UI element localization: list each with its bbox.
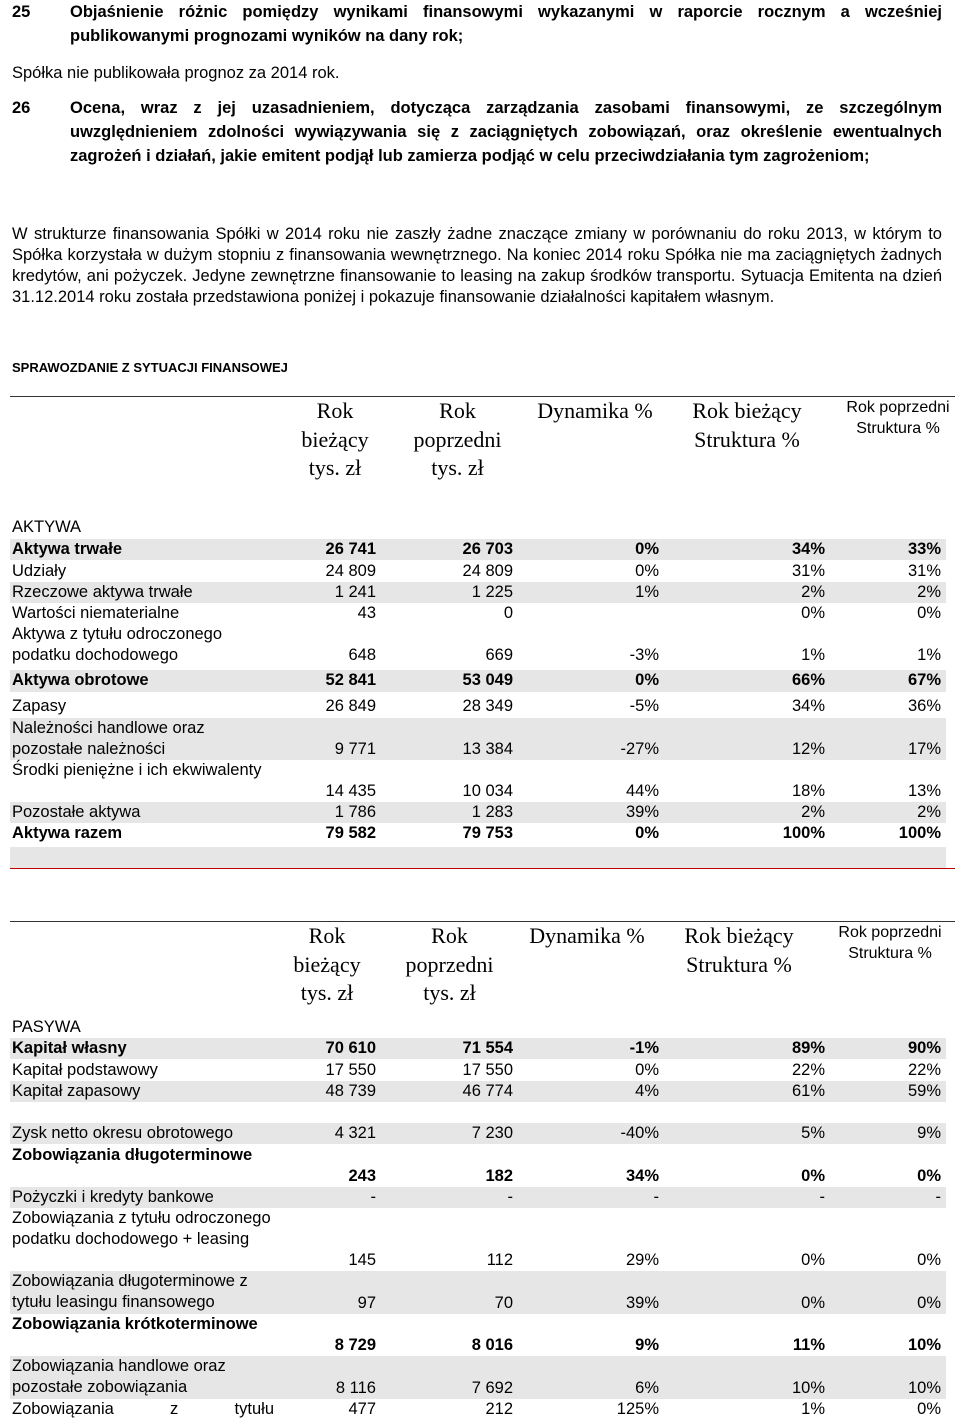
cell-current-structure: 5% bbox=[801, 1124, 825, 1142]
cell-current-structure: 1% bbox=[801, 1400, 825, 1418]
cell-previous-structure: 10% bbox=[907, 1379, 941, 1397]
section-25-text: Spółka nie publikowała prognoz za 2014 rok. bbox=[12, 64, 340, 82]
cell-current-year: 8 729 bbox=[334, 1336, 376, 1354]
row-label: Kapitał zapasowy bbox=[12, 1082, 141, 1100]
cell-previous-structure: 9% bbox=[917, 1124, 941, 1142]
table-row bbox=[10, 1399, 946, 1421]
table-row bbox=[10, 718, 946, 760]
cell-current-year: 26 741 bbox=[325, 540, 376, 558]
table-spacer-row bbox=[10, 847, 946, 868]
table-bottom-border bbox=[10, 868, 955, 869]
table-row bbox=[10, 823, 946, 844]
cell-previous-year: 182 bbox=[485, 1167, 513, 1185]
header-current-structure: Rok bieżący Struktura % bbox=[684, 923, 794, 977]
cell-dynamics: 6% bbox=[635, 1379, 659, 1397]
cell-current-structure: 34% bbox=[791, 540, 825, 558]
cell-current-year: 1 786 bbox=[334, 803, 376, 821]
cell-dynamics: 125% bbox=[616, 1400, 659, 1418]
cell-current-year: 8 116 bbox=[335, 1379, 376, 1397]
cell-current-structure: - bbox=[819, 1188, 825, 1206]
section-title: Ocena, wraz z jej uzasadnieniem, dotycząca zarządzania zasobami finansowymi, ze szczególnym uwzględnieniem zdolności wywiązywania się z zaciągniętych zobowiązań, oraz określenie ewentualnych zagrożeń i działań, jakie emitent podjął lub zamierza podjąć w celu przeciwdziałania tym zagrożeniom; bbox=[70, 99, 942, 165]
cell-current-structure: 1% bbox=[801, 646, 825, 664]
header-current-year: Rok bieżący tys. zł bbox=[293, 923, 361, 1005]
cell-previous-structure: 36% bbox=[907, 697, 941, 715]
cell-dynamics: -5% bbox=[629, 697, 659, 715]
header-dynamics: Dynamika % bbox=[537, 398, 653, 423]
table-row bbox=[10, 582, 946, 603]
cell-previous-year: 8 016 bbox=[471, 1336, 513, 1354]
cell-current-year: 70 610 bbox=[325, 1039, 376, 1057]
row-label: Wartości niematerialne bbox=[12, 604, 180, 622]
row-label: Aktywa obrotowe bbox=[12, 671, 149, 689]
cell-current-year: 48 739 bbox=[325, 1082, 376, 1100]
table-row bbox=[10, 1060, 946, 1081]
cell-dynamics: 34% bbox=[625, 1167, 659, 1185]
section-25-heading bbox=[12, 0, 942, 48]
table-row bbox=[10, 1208, 946, 1271]
table-row bbox=[10, 1356, 946, 1399]
cell-previous-year: 7 692 bbox=[471, 1379, 513, 1397]
cell-dynamics: 0% bbox=[635, 562, 659, 580]
header-previous-year: Rok poprzedni tys. zł bbox=[405, 923, 494, 1005]
table-row bbox=[10, 1145, 946, 1187]
cell-current-structure: 18% bbox=[791, 782, 825, 800]
row-label: Zobowiązania długoterminowe z tytułu leasingu finansowego bbox=[12, 1272, 248, 1311]
cell-dynamics: 39% bbox=[625, 1294, 659, 1312]
cell-previous-structure: 17% bbox=[907, 740, 941, 758]
cell-current-year: 477 bbox=[348, 1400, 376, 1418]
aktywa-label: AKTYWA bbox=[12, 518, 82, 536]
cell-previous-year: 26 703 bbox=[462, 540, 513, 558]
table-row bbox=[10, 603, 946, 624]
cell-previous-structure: 0% bbox=[917, 604, 941, 622]
table-row bbox=[10, 1271, 946, 1314]
cell-previous-structure: 0% bbox=[917, 1251, 941, 1269]
table-title: SPRAWOZDANIE Z SYTUACJI FINANSOWEJ bbox=[12, 360, 288, 375]
cell-current-structure: 66% bbox=[791, 671, 825, 689]
cell-previous-year: 71 554 bbox=[462, 1039, 513, 1057]
cell-current-structure: 2% bbox=[801, 583, 825, 601]
cell-current-year: 4 321 bbox=[334, 1124, 376, 1142]
cell-previous-structure: 0% bbox=[917, 1400, 941, 1418]
cell-current-year: 17 550 bbox=[325, 1061, 376, 1079]
cell-previous-year: 70 bbox=[494, 1294, 513, 1312]
cell-previous-year: 28 349 bbox=[462, 697, 513, 715]
table-row bbox=[10, 1038, 946, 1059]
cell-previous-year: 0 bbox=[503, 604, 513, 622]
cell-dynamics: -3% bbox=[629, 646, 659, 664]
cell-previous-structure: 0% bbox=[917, 1167, 941, 1185]
cell-previous-year: 46 774 bbox=[462, 1082, 513, 1100]
cell-previous-structure: 59% bbox=[907, 1082, 941, 1100]
cell-current-structure: 34% bbox=[791, 697, 825, 715]
cell-current-year: 243 bbox=[348, 1167, 376, 1185]
cell-previous-year: 112 bbox=[486, 1251, 513, 1269]
header-current-year: Rok bieżący tys. zł bbox=[301, 398, 369, 480]
row-label: Zobowiązania długoterminowe bbox=[12, 1146, 253, 1164]
row-label: Zapasy bbox=[12, 697, 67, 715]
cell-current-year: 79 582 bbox=[325, 824, 376, 842]
cell-current-year: 9 771 bbox=[334, 740, 376, 758]
cell-current-year: 648 bbox=[348, 646, 376, 664]
cell-current-year: 145 bbox=[348, 1251, 376, 1269]
row-label: Aktywa trwałe bbox=[12, 540, 123, 558]
cell-previous-year: 669 bbox=[485, 646, 513, 664]
cell-previous-year: 13 384 bbox=[462, 740, 513, 758]
cell-dynamics: -40% bbox=[620, 1124, 659, 1142]
cell-current-year: 24 809 bbox=[325, 562, 376, 580]
table-row bbox=[10, 1081, 946, 1102]
cell-current-structure: 31% bbox=[791, 562, 825, 580]
cell-current-structure: 12% bbox=[791, 740, 825, 758]
cell-previous-structure: 2% bbox=[917, 803, 941, 821]
cell-current-structure: 0% bbox=[801, 604, 825, 622]
cell-dynamics: 9% bbox=[635, 1336, 659, 1354]
cell-previous-structure: 22% bbox=[907, 1061, 941, 1079]
row-label: Rzeczowe aktywa trwałe bbox=[12, 583, 193, 601]
cell-previous-structure: 1% bbox=[917, 646, 941, 664]
row-label: Pozostałe aktywa bbox=[12, 803, 141, 821]
cell-previous-year: 1 283 bbox=[471, 803, 513, 821]
table-row bbox=[10, 802, 946, 823]
table-row bbox=[10, 670, 946, 692]
cell-previous-year: 1 225 bbox=[471, 583, 513, 601]
cell-dynamics: 0% bbox=[635, 671, 659, 689]
section-number: 26 bbox=[12, 99, 31, 117]
cell-previous-structure: 10% bbox=[907, 1336, 941, 1354]
cell-current-structure: 61% bbox=[791, 1082, 825, 1100]
row-label: Udziały bbox=[12, 562, 67, 580]
cell-current-structure: 11% bbox=[792, 1336, 825, 1354]
row-label: Kapitał podstawowy bbox=[12, 1061, 158, 1079]
table-row bbox=[10, 624, 946, 666]
table-row bbox=[10, 696, 946, 718]
row-label: Zobowiązania handlowe oraz pozostałe zobowiązania bbox=[12, 1357, 226, 1396]
header-previous-structure: Rok poprzedni Struktura % bbox=[846, 399, 950, 437]
row-label: Aktywa z tytułu odroczonego podatku dochodowego bbox=[12, 625, 223, 664]
cell-current-structure: 2% bbox=[801, 803, 825, 821]
cell-dynamics: -27% bbox=[620, 740, 659, 758]
cell-current-year: 97 bbox=[357, 1294, 376, 1312]
cell-dynamics: 44% bbox=[625, 782, 659, 800]
cell-dynamics: -1% bbox=[629, 1039, 659, 1057]
cell-previous-structure: 0% bbox=[917, 1294, 941, 1312]
cell-dynamics: 39% bbox=[625, 803, 659, 821]
cell-current-year: 14 435 bbox=[325, 782, 376, 800]
table-row bbox=[10, 1187, 946, 1208]
cell-dynamics: - bbox=[653, 1188, 659, 1206]
header-previous-structure: Rok poprzedni Struktura % bbox=[838, 924, 942, 962]
row-label: Zysk netto okresu obrotowego bbox=[12, 1124, 234, 1142]
cell-previous-year: 10 034 bbox=[462, 782, 513, 800]
cell-current-structure: 0% bbox=[801, 1294, 825, 1312]
header-current-structure: Rok bieżący Struktura % bbox=[692, 398, 802, 452]
cell-dynamics: 0% bbox=[635, 1061, 659, 1079]
cell-current-structure: 10% bbox=[791, 1379, 825, 1397]
cell-dynamics: 4% bbox=[635, 1082, 659, 1100]
row-label: Aktywa razem bbox=[12, 824, 123, 842]
cell-previous-year: 7 230 bbox=[471, 1124, 513, 1142]
row-label: Kapitał własny bbox=[12, 1039, 127, 1057]
cell-current-structure: 100% bbox=[782, 824, 825, 842]
cell-current-year: 52 841 bbox=[325, 671, 376, 689]
cell-previous-year: 212 bbox=[485, 1400, 513, 1418]
cell-current-year: 1 241 bbox=[334, 583, 376, 601]
cell-previous-structure: 31% bbox=[907, 562, 941, 580]
cell-current-structure: 0% bbox=[801, 1167, 825, 1185]
cell-dynamics: 0% bbox=[635, 824, 659, 842]
row-label: Zobowiązania z tytułu odroczonego podatku dochodowego + leasing bbox=[12, 1209, 271, 1248]
cell-previous-structure: 13% bbox=[907, 782, 941, 800]
table-row bbox=[10, 1123, 946, 1144]
cell-current-year: 43 bbox=[357, 604, 376, 622]
cell-dynamics: 0% bbox=[635, 540, 659, 558]
cell-current-structure: 89% bbox=[791, 1039, 825, 1057]
cell-previous-year: 24 809 bbox=[462, 562, 513, 580]
cell-previous-structure: - bbox=[935, 1188, 941, 1206]
table-row bbox=[10, 1314, 946, 1356]
table-row bbox=[10, 539, 946, 560]
cell-current-year: 26 849 bbox=[325, 697, 376, 715]
header-previous-year: Rok poprzedni tys. zł bbox=[413, 398, 502, 480]
row-label: Środki pieniężne i ich ekwiwalenty bbox=[12, 761, 262, 779]
section-26-text: W strukturze finansowania Spółki w 2014 roku nie zaszły żadne znaczące zmiany w porównaniu do roku 2013, w którym to Spółka korzystała w dużym stopniu z finansowania wewnętrznego. Na koniec 2014 roku Spółka nie ma zaciągniętych żadnych kredytów, ani pożyczek. Jedyne zewnętrzne finansowanie to leasing na zakup środków transportu. Sytuacja Emitenta na dzień 31.12.2014 roku została przedstawiona poniżej i pokazuje finansowanie działalności kapitałem własnym. bbox=[12, 225, 942, 306]
cell-previous-structure: 90% bbox=[907, 1039, 941, 1057]
section-number: 25 bbox=[12, 3, 31, 21]
row-label: Zobowiązania z tytułu bbox=[12, 1400, 274, 1418]
table-row bbox=[10, 561, 946, 582]
cell-previous-year: 17 550 bbox=[462, 1061, 513, 1079]
cell-previous-structure: 2% bbox=[917, 583, 941, 601]
row-label: Pożyczki i kredyty bankowe bbox=[12, 1188, 214, 1206]
cell-previous-structure: 100% bbox=[898, 824, 941, 842]
cell-previous-year: 79 753 bbox=[462, 824, 513, 842]
section-title: Objaśnienie różnic pomiędzy wynikami finansowymi wykazanymi w raporcie rocznym a wcześniej publikowanymi prognozami wyników na dany rok; bbox=[70, 3, 942, 45]
cell-dynamics: 1% bbox=[635, 583, 659, 601]
table-row bbox=[10, 760, 946, 802]
row-label: Należności handlowe oraz pozostałe należności bbox=[12, 719, 205, 758]
section-26-heading bbox=[12, 96, 942, 196]
row-label: Zobowiązania krótkoterminowe bbox=[12, 1315, 258, 1333]
cell-current-structure: 22% bbox=[791, 1061, 825, 1079]
cell-previous-year: 53 049 bbox=[462, 671, 513, 689]
cell-previous-structure: 67% bbox=[907, 671, 941, 689]
cell-dynamics: 29% bbox=[625, 1251, 659, 1269]
cell-current-structure: 0% bbox=[801, 1251, 825, 1269]
pasywa-label: PASYWA bbox=[12, 1018, 81, 1036]
header-dynamics: Dynamika % bbox=[529, 923, 645, 948]
cell-previous-structure: 33% bbox=[907, 540, 941, 558]
cell-previous-year: - bbox=[507, 1188, 513, 1206]
cell-current-year: - bbox=[370, 1188, 376, 1206]
